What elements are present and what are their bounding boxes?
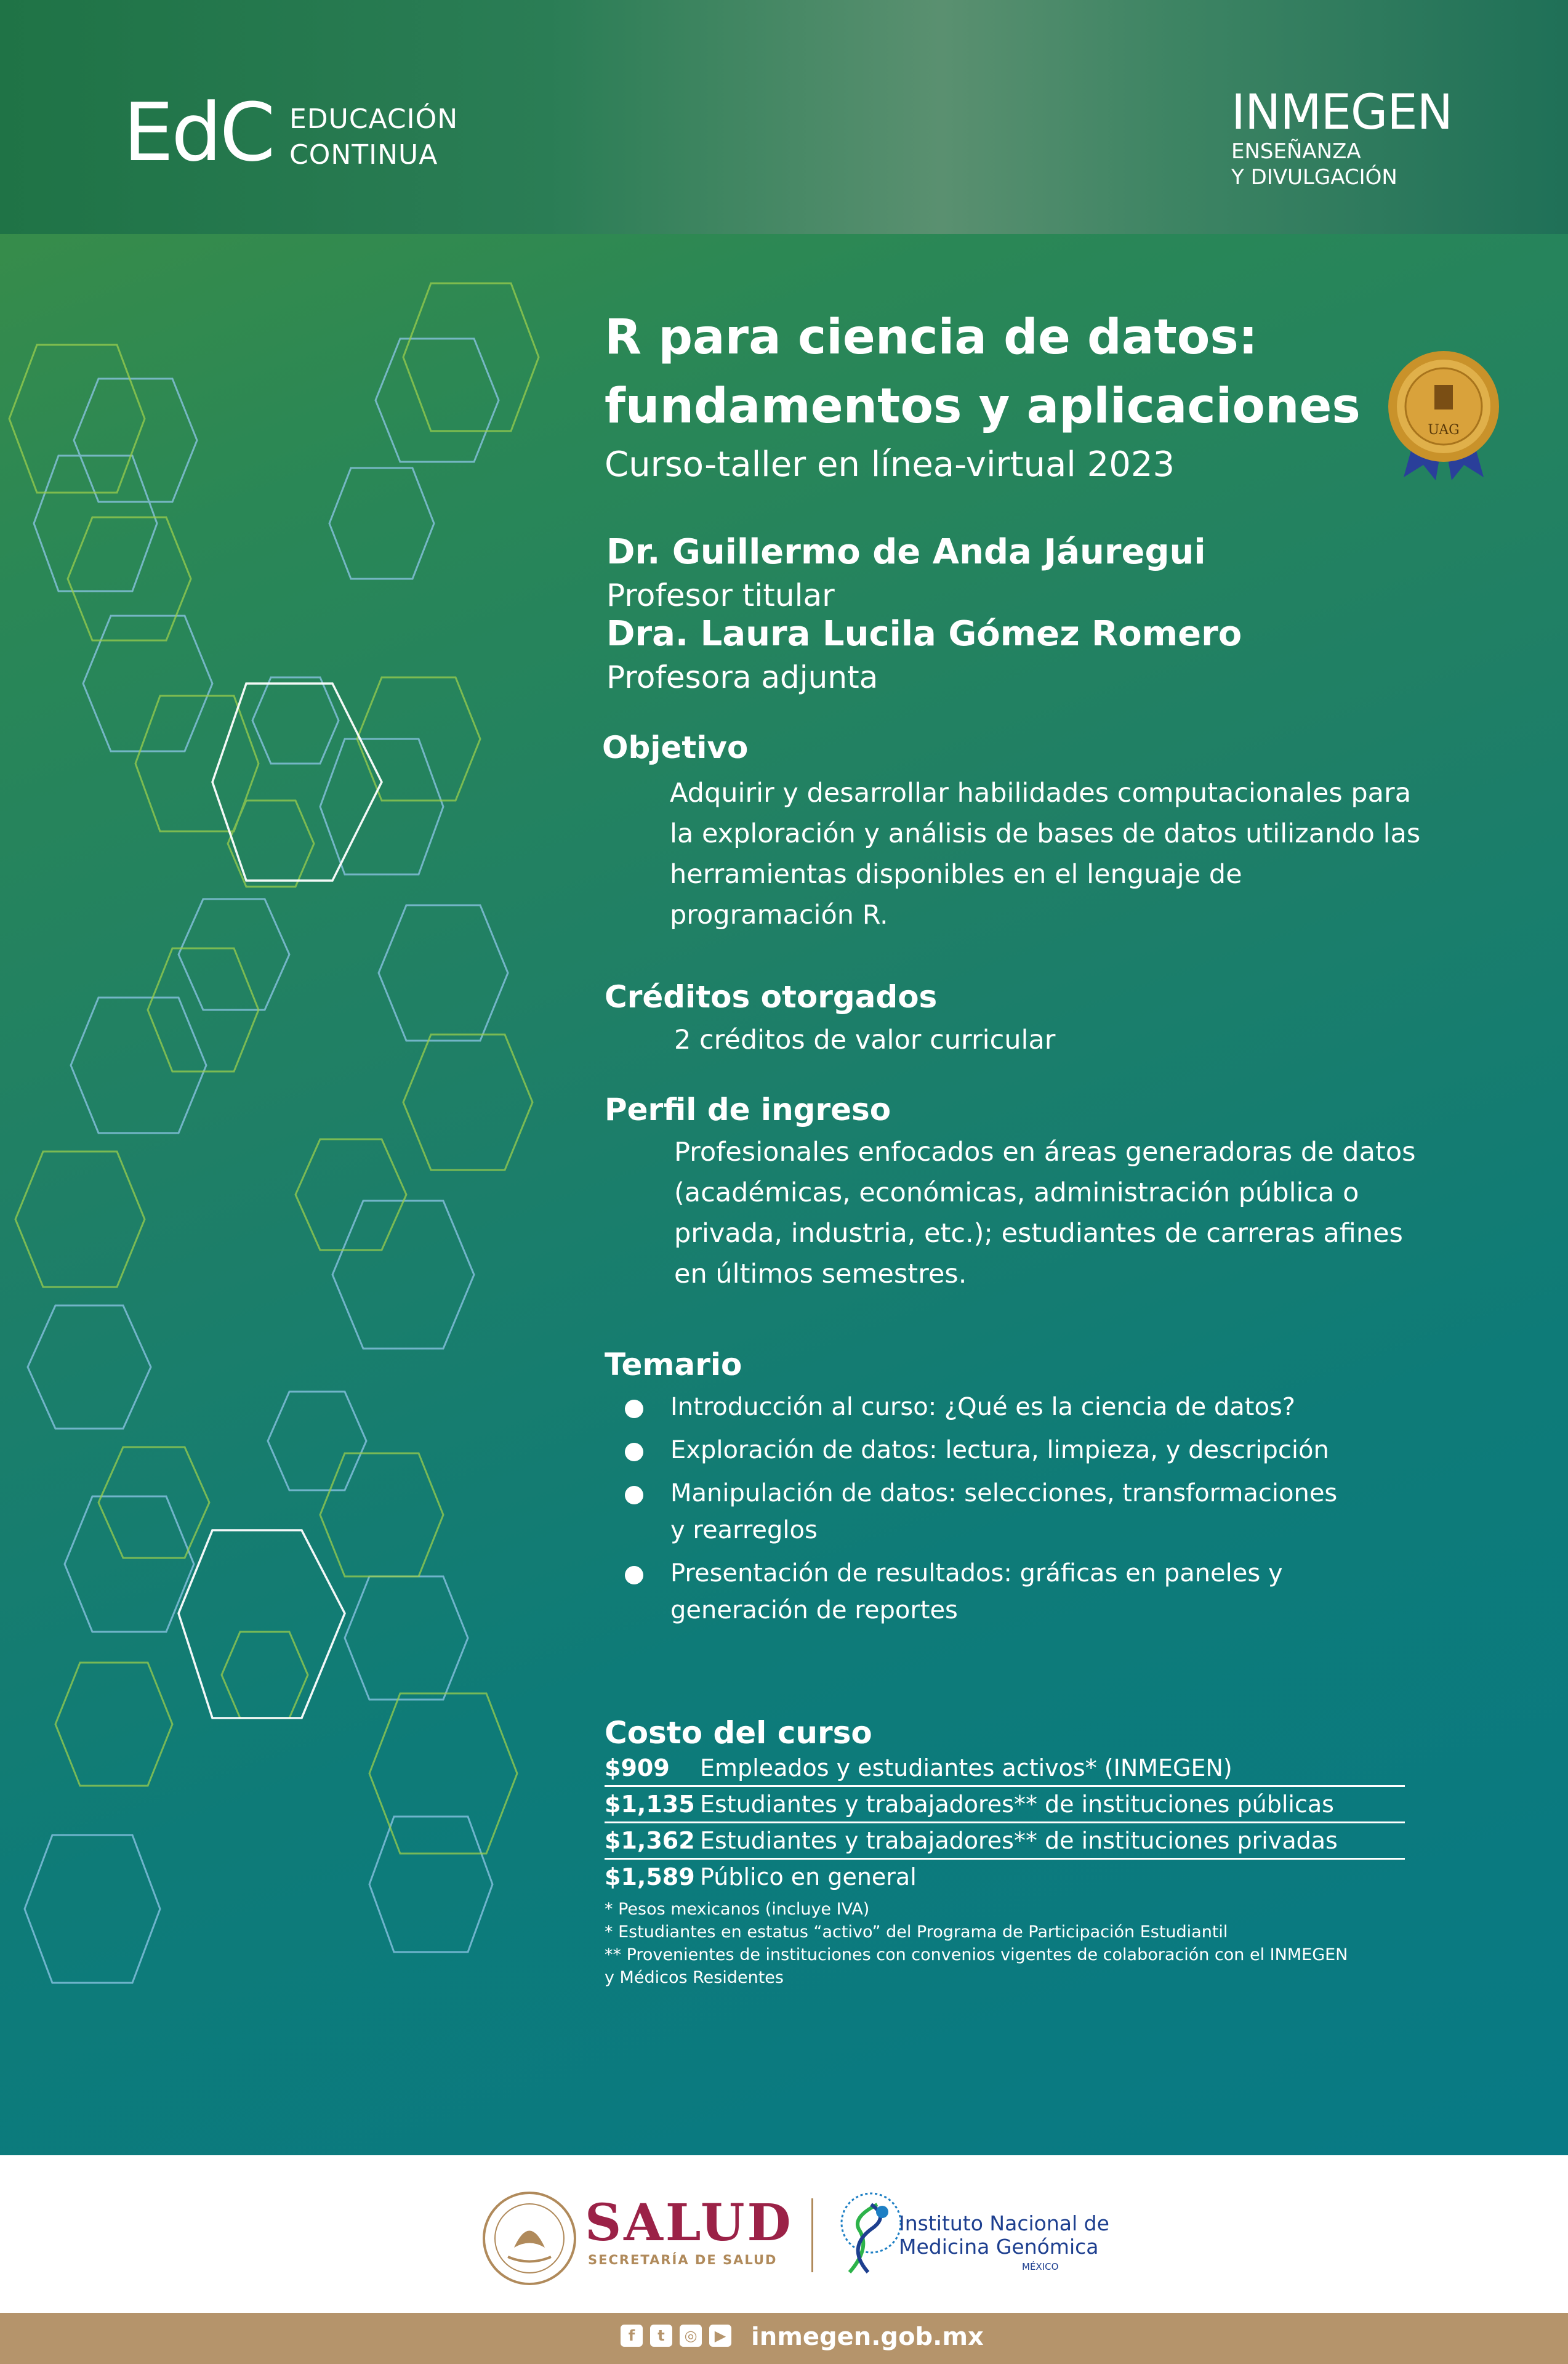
footnote: * Pesos mexicanos (incluye IVA) [605,1900,870,1919]
objective-text [670,773,1420,935]
list-item [625,1555,1518,1629]
inmegen-header-subtitle [1231,139,1397,190]
cost-description: Empleados y estudiantes activos* (INMEGEN) [700,1754,1232,1781]
profile-text [674,1132,1416,1294]
table-row [605,1751,1405,1787]
professor-2-role: Profesora adjunta [606,660,878,695]
objective-line: la exploración y análisis de bases de datos utilizando las [670,818,1421,849]
profile-line: Profesionales enfocados en áreas generadoras de datos [674,1137,1416,1168]
cost-footnotes [605,1898,1466,1989]
logo-divider [811,2198,813,2272]
table-row [605,1823,1405,1860]
footnote: * Estudiantes en estatus “activo” del Programa de Participación Estudiantil [605,1922,1228,1942]
syllabus-item-text-cont: y rearreglos [670,1516,818,1544]
profile-line: (académicas, económicas, administración pública o [674,1177,1359,1208]
inmegen-footer-line1: Instituto Nacional de [899,2211,1109,2235]
salud-wordmark: SALUD [585,2193,794,2253]
objective-line: herramientas disponibles en el lenguaje de [670,859,1242,890]
inmegen-footer-country: MÉXICO [1022,2261,1059,2272]
header-band [0,0,1568,234]
syllabus-item-text: Manipulación de datos: selecciones, transformaciones [670,1479,1338,1507]
objective-line: programación R. [670,900,888,930]
inmegen-footer-line2: Medicina Genómica [899,2235,1099,2259]
cost-price: $1,589 [605,1863,695,1890]
syllabus-item-text-cont: generación de reportes [670,1596,958,1624]
list-item [625,1475,1518,1549]
bullet-icon [625,1400,643,1418]
profile-heading: Perfil de ingreso [605,1092,891,1128]
inmegen-header-line2: Y DIVULGACIÓN [1231,165,1397,190]
list-item [625,1432,1518,1469]
cost-table [605,1751,1405,1894]
credits-heading: Créditos otorgados [605,979,938,1015]
syllabus-item-text: Presentación de resultados: gráficas en paneles y [670,1559,1283,1587]
course-title-line2: fundamentos y aplicaciones [605,379,1361,434]
table-row [605,1860,1405,1894]
profile-line: en últimos semestres. [674,1259,967,1289]
edc-line2: CONTINUA [289,139,438,171]
cost-price: $1,135 [605,1791,695,1818]
cost-description: Estudiantes y trabajadores** de instituciones privadas [700,1827,1338,1854]
mexico-coat-of-arms-icon [480,2189,579,2288]
website-link[interactable]: inmegen.gob.mx [751,2323,984,2351]
syllabus-item-text: Exploración de datos: lectura, limpieza, y descripción [670,1436,1329,1464]
objective-heading: Objetivo [602,730,749,765]
youtube-icon[interactable]: ▶ [709,2325,731,2347]
edc-logo-text [289,102,458,173]
bullet-icon [625,1443,643,1461]
cost-price: $1,362 [605,1827,695,1854]
seal-text: UAG [1428,422,1460,438]
course-title-line1: R para ciencia de datos: [605,310,1258,365]
instagram-icon[interactable]: ◎ [680,2325,702,2347]
credits-text: 2 créditos de valor curricular [674,1025,1056,1055]
table-row [605,1787,1405,1823]
cost-description: Estudiantes y trabajadores** de instituciones públicas [700,1791,1334,1818]
list-item [625,1389,1518,1426]
syllabus-list [625,1389,1518,1635]
inmegen-dna-logo-icon [834,2180,902,2291]
bullet-icon [625,1566,643,1584]
social-icons [621,2325,731,2347]
salud-subtitle: SECRETARÍA DE SALUD [588,2253,778,2267]
professor-2-name: Dra. Laura Lucila Gómez Romero [606,614,1242,654]
edc-logo-mark: EdC [123,86,273,179]
footnote: ** Provenientes de instituciones con convenios vigentes de colaboración con el INMEGEN [605,1945,1348,1964]
profile-line: privada, industria, etc.); estudiantes de carreras afines [674,1218,1403,1249]
cost-heading: Costo del curso [605,1715,872,1751]
cost-description: Público en general [700,1863,917,1890]
hexagon-pattern-decoration [0,234,603,2081]
edc-line1: EDUCACIÓN [289,103,459,135]
objective-line: Adquirir y desarrollar habilidades computacionales para [670,778,1412,809]
twitter-icon[interactable]: t [650,2325,672,2347]
course-title [605,303,1405,441]
inmegen-header-line1: ENSEÑANZA [1231,139,1361,164]
facebook-icon[interactable]: f [621,2325,643,2347]
inmegen-footer-name [899,2212,1109,2259]
uag-seal-medal-icon [1385,348,1502,483]
professor-1-name: Dr. Guillermo de Anda Jáuregui [606,532,1206,572]
inmegen-header-title: INMEGEN [1231,85,1453,140]
syllabus-item-text: Introducción al curso: ¿Qué es la ciencia de datos? [670,1393,1296,1421]
course-subtitle: Curso-taller en línea-virtual 2023 [605,445,1175,485]
cost-price: $909 [605,1754,670,1781]
bullet-icon [625,1486,643,1504]
footnote: y Médicos Residentes [605,1968,784,1987]
syllabus-heading: Temario [605,1347,742,1382]
professor-1-role: Profesor titular [606,578,835,613]
